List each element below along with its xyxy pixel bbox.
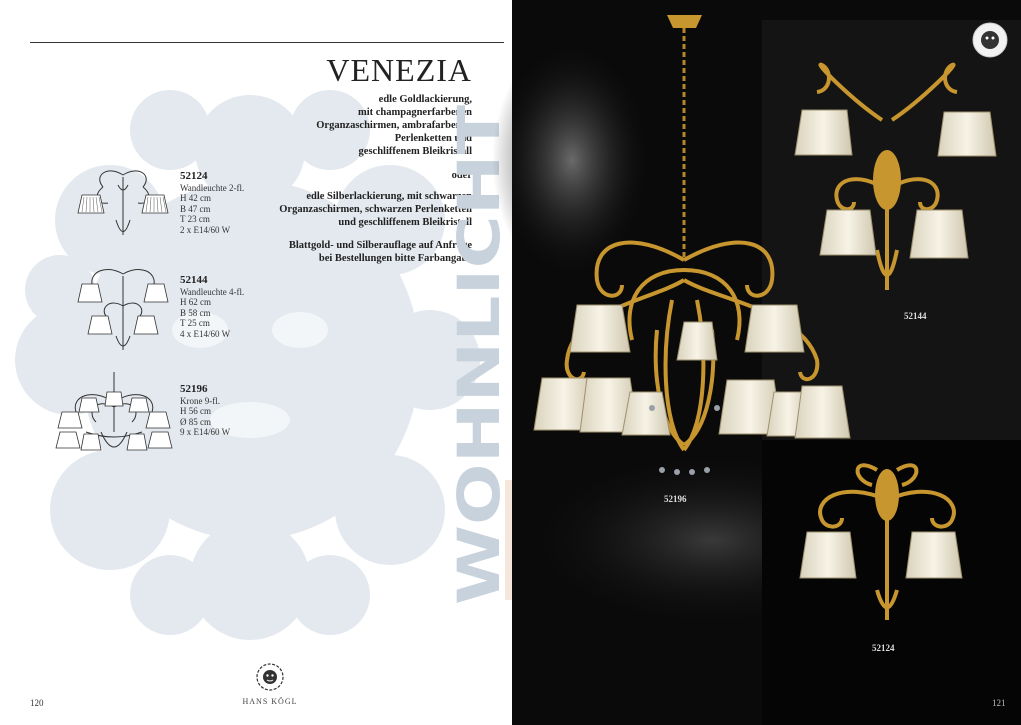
photo-label-52124: 52124	[872, 643, 895, 653]
sketch-52144	[78, 266, 168, 356]
description-or: oder	[451, 170, 472, 181]
photo-label-52196: 52196	[664, 494, 687, 504]
sketch-52124	[78, 165, 168, 245]
photo-label-52144: 52144	[904, 311, 927, 321]
right-page	[512, 0, 1021, 725]
description-gold	[240, 93, 472, 158]
description-silver	[240, 190, 472, 229]
product-line: Ø 85 cm	[180, 416, 211, 427]
product-code: 52144	[180, 274, 208, 286]
product-line: T 23 cm	[180, 214, 210, 224]
desc-line: Organzaschirmen, schwarzen Perlenketten	[279, 204, 472, 215]
product-line: H 56 cm	[180, 406, 211, 416]
desc-line: edle Silberlackierung, mit schwarzen	[306, 191, 472, 202]
logo-text: HANS KÖGL	[242, 697, 298, 706]
product-line: H 42 cm	[180, 193, 211, 203]
product-52196	[180, 384, 230, 438]
desc-line: geschliffenem Bleikristall	[358, 146, 472, 157]
desc-line: Perlenketten und	[394, 133, 472, 144]
desc-line: bei Bestellungen bitte Farbangabe	[318, 253, 472, 264]
page-number-right: 121	[992, 698, 1006, 708]
product-52144	[180, 275, 244, 339]
product-line: 4 x E14/60 W	[180, 328, 231, 339]
lion-icon	[255, 662, 285, 692]
page-title: VENEZIA	[326, 52, 472, 88]
sketch-52196	[56, 372, 172, 468]
product-line: T 25 cm	[180, 318, 210, 328]
desc-line: Organzaschirmen, ambrafarbenen	[316, 120, 472, 131]
lion-logo-icon	[973, 23, 1007, 57]
product-52124	[180, 171, 244, 235]
product-code: 52196	[180, 383, 208, 395]
desc-line: mit champagnerfarbenen	[357, 107, 472, 118]
brand-logo	[235, 662, 305, 706]
top-rule	[30, 42, 504, 43]
product-line: B 47 cm	[180, 203, 211, 214]
desc-line: Blattgold- und Silberauflage auf Anfrage	[288, 240, 472, 251]
product-line: Wandleuchte 4-fl.	[180, 286, 245, 297]
product-line: B 58 cm	[180, 307, 211, 318]
product-line: Krone 9-fl.	[180, 395, 220, 406]
vertical-brand-text: WOHNLICHT	[445, 205, 513, 605]
product-line: Wandleuchte 2-fl.	[180, 182, 245, 193]
product-photo	[512, 0, 1021, 725]
product-line: H 62 cm	[180, 297, 211, 307]
product-line: 9 x E14/60 W	[180, 427, 231, 437]
desc-line: edle Goldlackierung,	[378, 94, 472, 105]
page-number-left: 120	[30, 698, 44, 708]
desc-line: und geschliffenem Bleikristall	[338, 217, 472, 228]
description-note	[240, 239, 472, 265]
product-code: 52124	[180, 170, 208, 182]
product-line: 2 x E14/60 W	[180, 224, 231, 235]
